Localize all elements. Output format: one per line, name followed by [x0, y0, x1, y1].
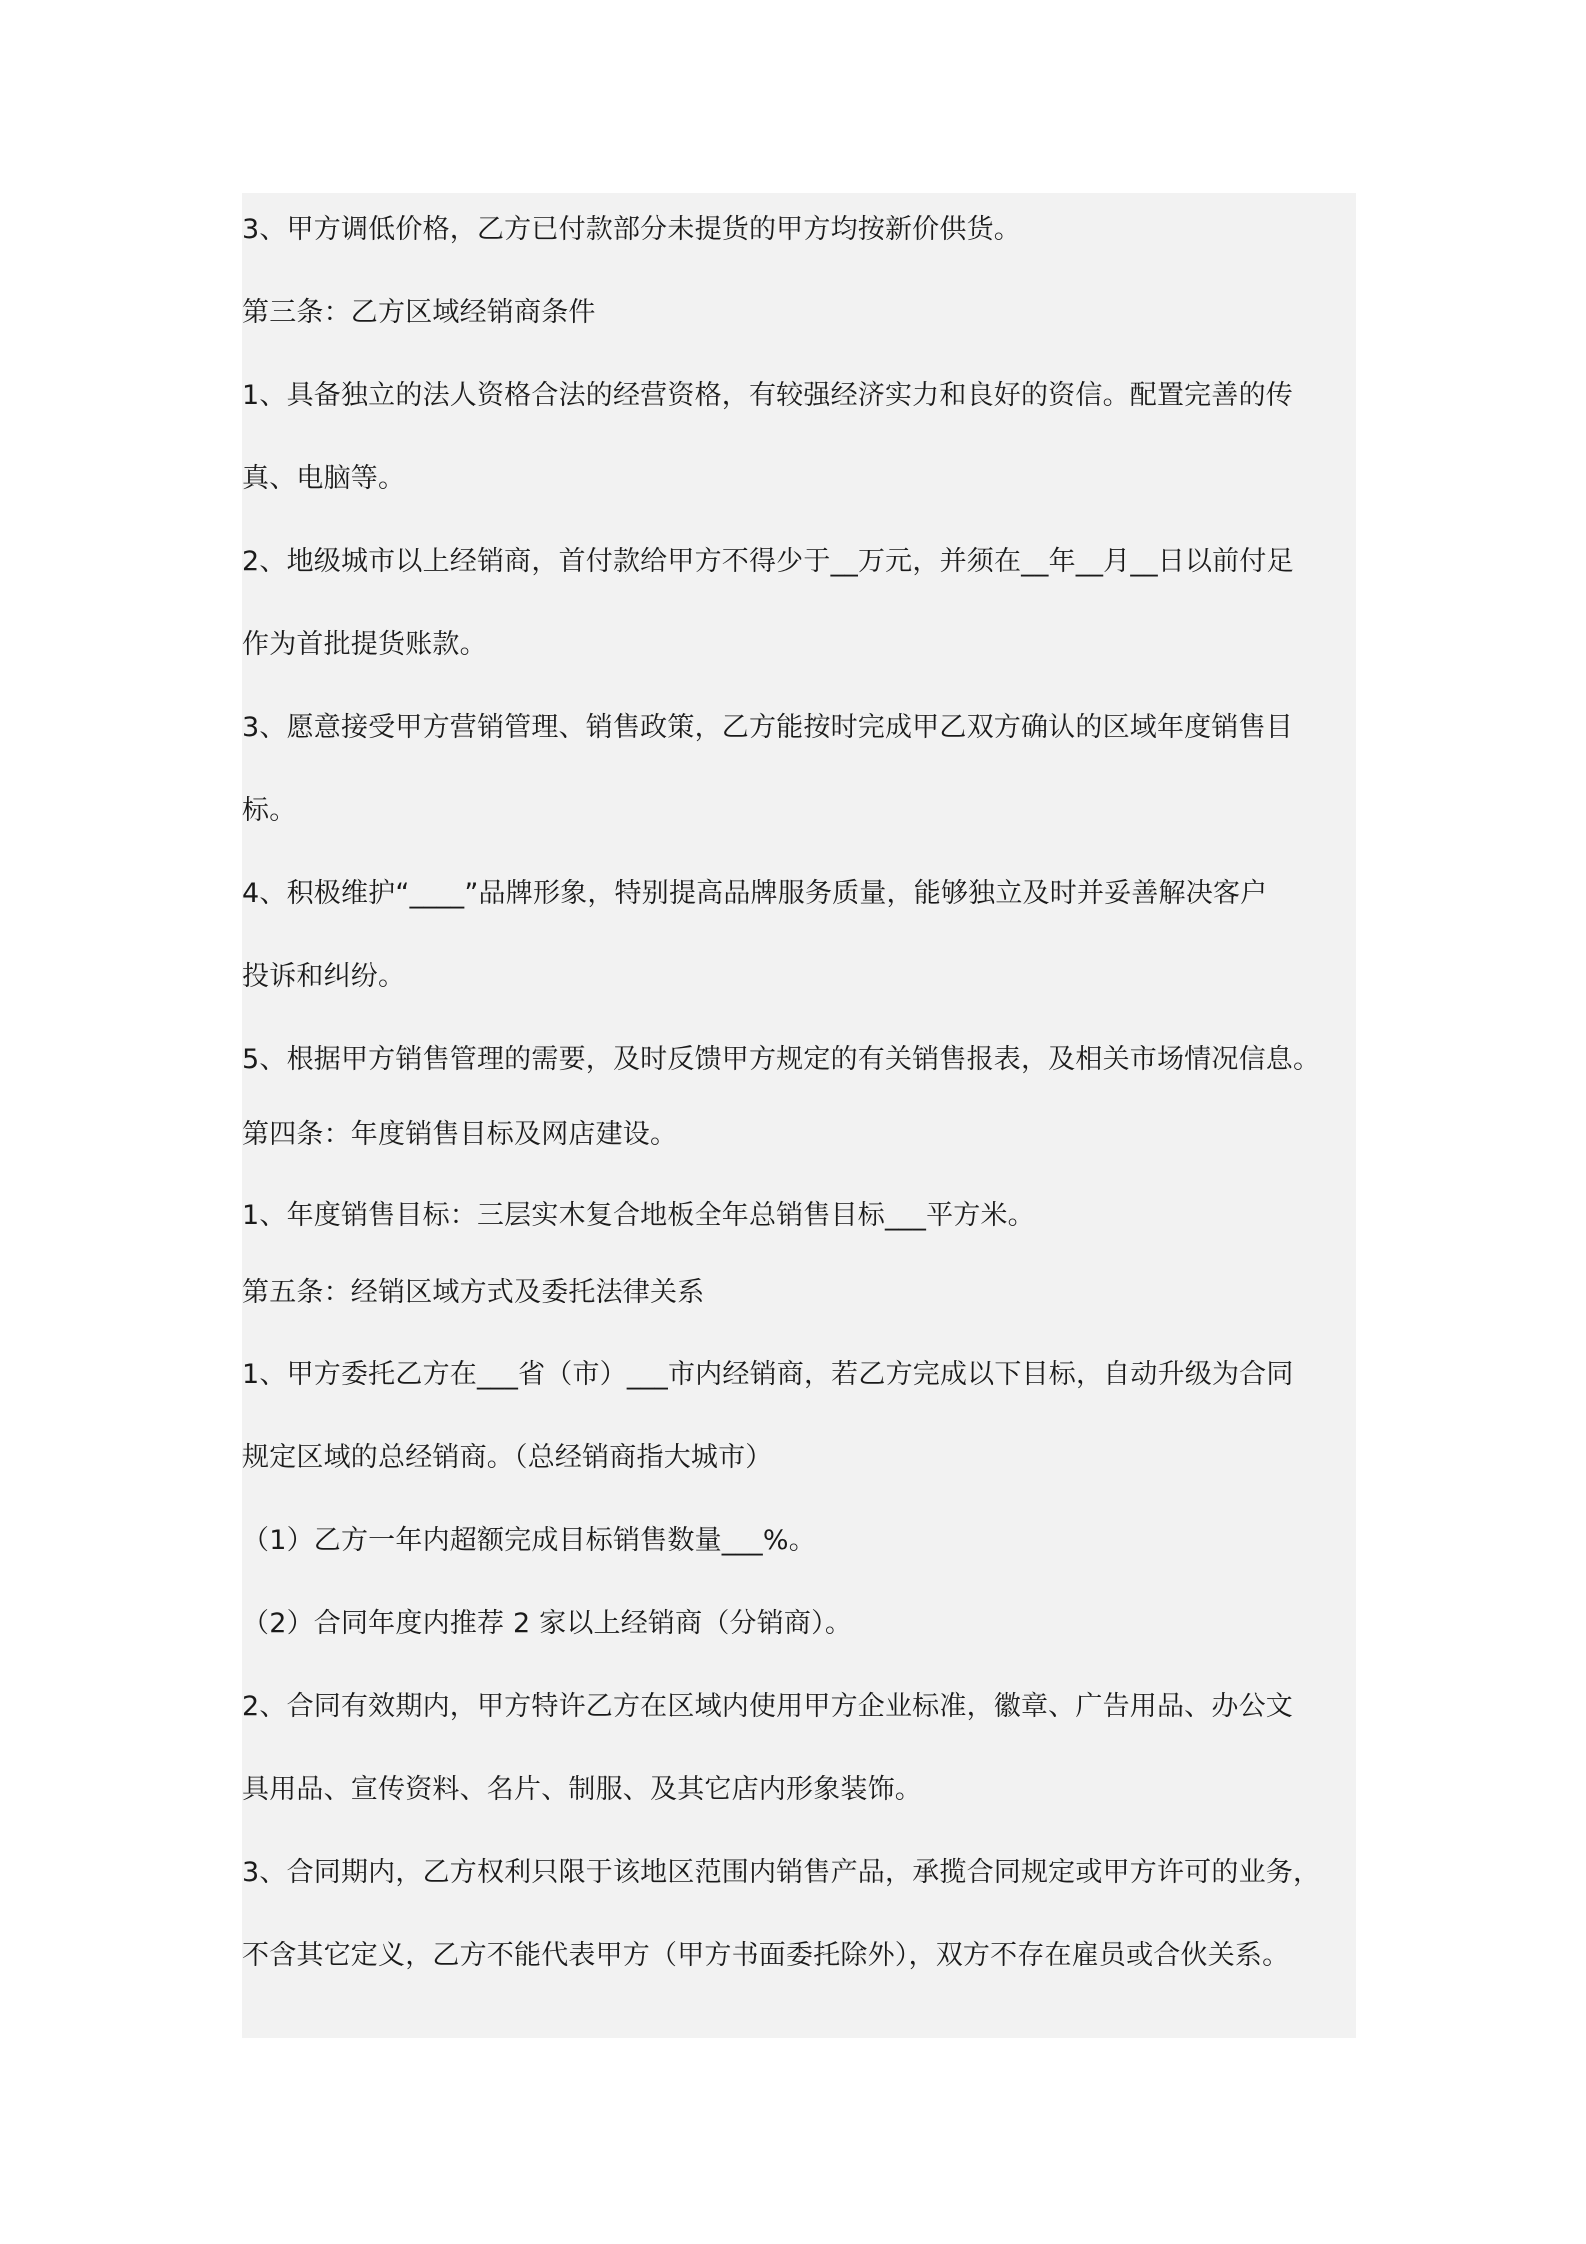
paragraph-line: （2）合同年度内推荐 2 家以上经销商（分销商）。: [242, 1608, 853, 1639]
paragraph-line: 规定区域的总经销商。（总经销商指大城市）: [242, 1442, 773, 1473]
document-text-block: [242, 193, 1356, 2038]
paragraph-line: 2、地级城市以上经销商，首付款给甲方不得少于__万元，并须在__年__月__日以前付足: [242, 546, 1294, 577]
paragraph-line: 1、甲方委托乙方在___省（市）___市内经销商，若乙方完成以下目标，自动升级为合同: [242, 1359, 1294, 1390]
paragraph-line: 3、甲方调低价格，乙方已付款部分未提货的甲方均按新价供货。: [242, 214, 1021, 245]
paragraph-line: 标。: [242, 795, 297, 826]
paragraph-line: 具用品、宣传资料、名片、制服、及其它店内形象装饰。: [242, 1774, 922, 1805]
paragraph-line: 4、积极维护“____”品牌形象，特别提高品牌服务质量，能够独立及时并妥善解决客户: [242, 878, 1268, 909]
paragraph-line: （1）乙方一年内超额完成目标销售数量___%。: [242, 1525, 816, 1556]
paragraph-line: 3、合同期内，乙方权利只限于该地区范围内销售产品，承揽合同规定或甲方许可的业务，: [242, 1857, 1321, 1888]
paragraph-line: 作为首批提货账款。: [242, 629, 487, 660]
paragraph-line: 5、根据甲方销售管理的需要，及时反馈甲方规定的有关销售报表，及相关市场情况信息。: [242, 1044, 1321, 1075]
paragraph-line: 3、愿意接受甲方营销管理、销售政策，乙方能按时完成甲乙双方确认的区域年度销售目: [242, 712, 1293, 743]
paragraph-line: 1、年度销售目标：三层实木复合地板全年总销售目标___平方米。: [242, 1200, 1035, 1231]
paragraph-line: 2、合同有效期内，甲方特许乙方在区域内使用甲方企业标准，徽章、广告用品、办公文: [242, 1691, 1293, 1722]
section-heading: 第五条：经销区域方式及委托法律关系: [242, 1277, 705, 1308]
section-heading: 第四条：年度销售目标及网店建设。: [242, 1119, 678, 1150]
paragraph-line: 1、具备独立的法人资格合法的经营资格，有较强经济实力和良好的资信。配置完善的传: [242, 380, 1293, 411]
section-heading: 第三条：乙方区域经销商条件: [242, 297, 596, 328]
paragraph-line: 投诉和纠纷。: [242, 961, 406, 992]
paragraph-line: 真、电脑等。: [242, 463, 406, 494]
paragraph-line: 不含其它定义，乙方不能代表甲方（甲方书面委托除外），双方不存在雇员或合伙关系。: [242, 1940, 1290, 1971]
